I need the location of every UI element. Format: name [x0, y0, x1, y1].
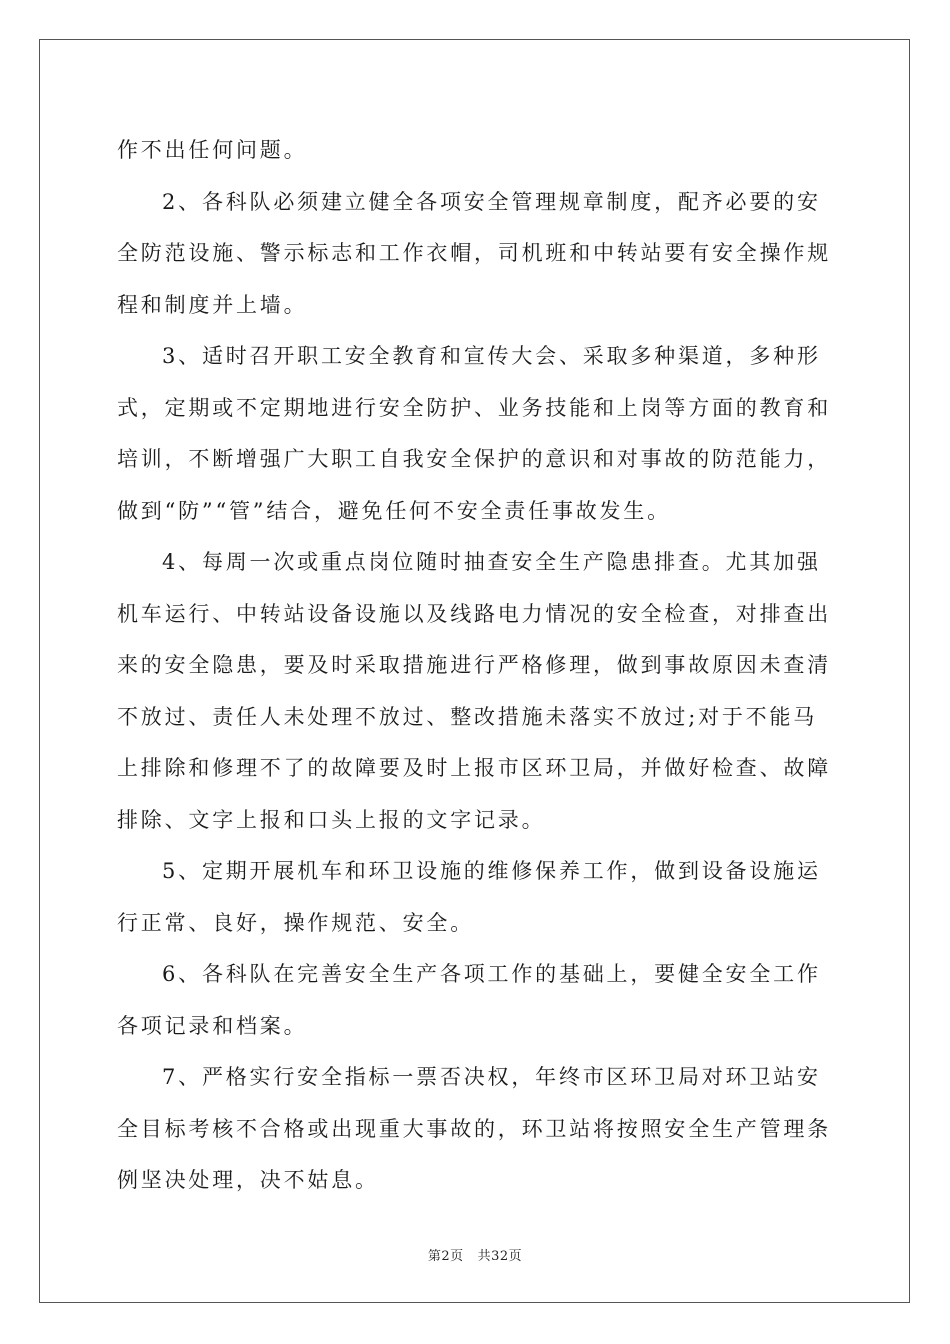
text-line-19: 7、严格实行安全指标一票否决权，年终市区环卫局对环卫站安: [162, 1065, 821, 1089]
text-line-21: 例坚决处理，决不姑息。: [117, 1168, 379, 1192]
text-line-5: 3、适时召开职工安全教育和宣传大会、采取多种渠道，多种形: [162, 344, 821, 368]
text-line-2: 2、各科队必须建立健全各项安全管理规章制度，配齐必要的安: [162, 189, 821, 214]
document-body: [117, 125, 833, 1207]
text-line-8: 做到“防”“管”结合，避免任何不安全责任事故发生。: [117, 498, 671, 523]
text-line-10: 机车运行、中转站设备设施以及线路电力情况的安全检查，对排查出: [117, 601, 831, 626]
text-line-7: 培训，不断增强广大职工自我安全保护的意识和对事故的防范能力，: [117, 447, 831, 471]
text-line-18: 各项记录和档案。: [117, 1013, 308, 1038]
text-line-16: 行正常、良好，操作规范、安全。: [117, 910, 474, 935]
page-total: 共32页: [477, 1249, 523, 1264]
page-number: 第2页: [427, 1249, 464, 1264]
text-line-15: 5、定期开展机车和环卫设施的维修保养工作，做到设备设施运: [162, 859, 821, 883]
text-line-17: 6、各科队在完善安全生产各项工作的基础上，要健全安全工作: [162, 962, 821, 986]
text-line-3: 全防范设施、警示标志和工作衣帽，司机班和中转站要有安全操作规: [117, 241, 831, 265]
text-line-12: 不放过、责任人未处理不放过、整改措施未落实不放过;对于不能马: [117, 704, 818, 729]
text-line-13: 上排除和修理不了的故障要及时上报市区环卫局，并做好检查、故障: [117, 756, 831, 780]
text-line-14: 排除、文字上报和口头上报的文字记录。: [117, 807, 546, 832]
page-footer: [0, 1245, 950, 1264]
text-line-9: 4、每周一次或重点岗位随时抽查安全生产隐患排查。尤其加强: [162, 550, 821, 574]
text-line-20: 全目标考核不合格或出现重大事故的，环卫站将按照安全生产管理条: [117, 1116, 831, 1141]
text-line-1: 作不出任何问题。: [117, 138, 308, 162]
text-line-6: 式，定期或不定期地进行安全防护、业务技能和上岗等方面的教育和: [117, 395, 831, 420]
text-line-4: 程和制度并上墙。: [117, 292, 308, 317]
text-line-11: 来的安全隐患，要及时采取措施进行严格修理，做到事故原因未查清: [117, 653, 831, 677]
